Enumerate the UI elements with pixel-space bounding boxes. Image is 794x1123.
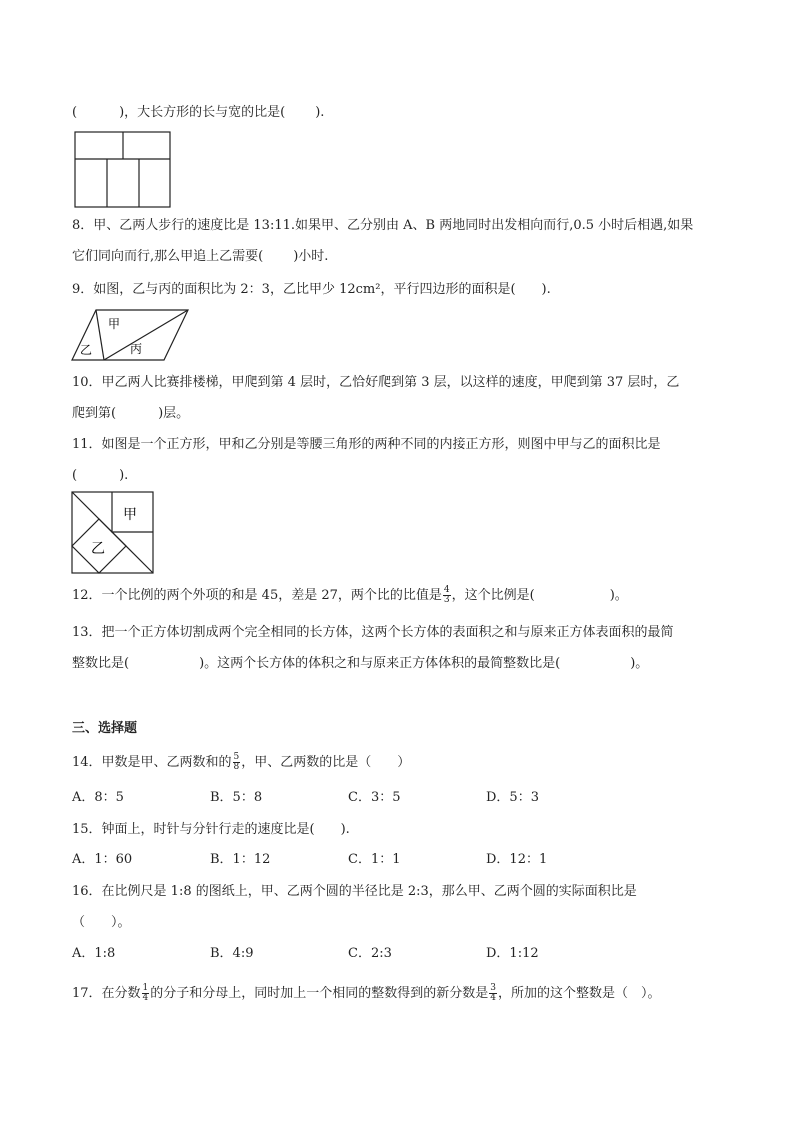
- q13-end: )。: [630, 656, 649, 671]
- q11-line2: [72, 468, 128, 484]
- q11-line1: 11．如图是一个正方形，甲和乙分别是等腰三角形的两种不同的内接正方形，则图中甲与乙的面积比是: [72, 437, 661, 452]
- label-jia: 甲: [108, 317, 121, 331]
- q12-end: )。: [609, 588, 628, 603]
- q10-line2: [72, 406, 189, 422]
- numerator: 5: [233, 752, 240, 762]
- q15-option-d[interactable]: D．12：1: [486, 852, 548, 867]
- q16-line1: 16．在比例尺是 1:8 的图纸上，甲、乙两个圆的半径比是 2:3，那么甲、乙两个圆的实际面积比是: [72, 884, 637, 899]
- label-yi: 乙: [91, 541, 105, 557]
- q9-text: 9．如图，乙与丙的面积比为 2：3，乙比甲少 12cm²，平行四边形的面积是(: [72, 282, 516, 297]
- q15-option-c[interactable]: C．1：1: [348, 852, 401, 867]
- q12-text: 12．一个比例的两个外项的和是 45，差是 27，两个比的比值是: [72, 588, 442, 603]
- figure-rectangles: [72, 131, 172, 209]
- q15-line: 15．钟面上，时针与分针行走的速度比是( ).: [72, 822, 350, 837]
- q9-end: ).: [541, 282, 551, 297]
- q15-option-a[interactable]: A．1：60: [72, 852, 133, 867]
- q14-option-b[interactable]: B．5：8: [210, 790, 263, 805]
- q17-text: 17．在分数: [72, 986, 141, 1001]
- fraction: [489, 984, 497, 1003]
- q8-line2: [72, 249, 328, 265]
- q13-line2: [72, 656, 648, 672]
- fraction: [233, 753, 241, 772]
- q9-line: [72, 282, 551, 298]
- section-title: 三、选择题: [72, 721, 138, 736]
- q10-text: 爬到第(: [72, 406, 117, 421]
- q17-end: ，所加的这个整数是（ ）。: [498, 986, 661, 1001]
- q11-end: ).: [119, 468, 129, 483]
- q8-end: )小时.: [293, 249, 329, 264]
- q16-option-b[interactable]: B．4:9: [210, 946, 254, 961]
- q17-line: [72, 984, 661, 1003]
- q14-option-c[interactable]: C．3：5: [348, 790, 401, 805]
- q8-line1: 8．甲、乙两人步行的速度比是 13:11.如果甲、乙分别由 A、B 两地同时出发相向而行,0.5 小时后相遇,如果: [72, 218, 694, 233]
- fraction: [443, 586, 451, 605]
- q16-option-c[interactable]: C．2:3: [348, 946, 392, 961]
- q16-line2: （ ）。: [72, 915, 131, 930]
- q15-option-b[interactable]: B．1：12: [210, 852, 271, 867]
- q14-option-a[interactable]: A．8：5: [72, 790, 124, 805]
- q12-text2: ，这个比例是(: [451, 588, 535, 603]
- fraction: [142, 984, 150, 1003]
- q8-text: 它们同向而行,那么甲追上乙需要(: [72, 249, 264, 264]
- label-jia: 甲: [123, 507, 137, 523]
- label-yi: 乙: [80, 343, 93, 357]
- q7-end: ).: [315, 105, 325, 120]
- q13-text2: )。这两个长方体的体积之和与原来正方体体积的最简整数比是(: [199, 656, 561, 671]
- figure-parallelogram: [70, 306, 190, 362]
- numerator: 1: [142, 983, 149, 993]
- q14-text: 14．甲数是甲、乙两数和的: [72, 755, 232, 770]
- q13-line1: 13．把一个正方体切割成两个完全相同的长方体，这两个长方体的表面积之和与原来正方体表面积的最简: [72, 625, 674, 640]
- q10-end: )层。: [158, 406, 190, 421]
- q7-pre: (: [72, 105, 78, 120]
- q7-text: )，大长方形的长与宽的比是(: [119, 105, 286, 120]
- denominator: 3: [443, 595, 450, 605]
- q13-text: 整数比是(: [72, 656, 130, 671]
- denominator: 4: [142, 993, 149, 1003]
- numerator: 3: [490, 983, 497, 993]
- denominator: 4: [490, 993, 497, 1003]
- q14-text2: ，甲、乙两数的比是（ ）: [241, 755, 411, 770]
- numerator: 4: [443, 585, 450, 595]
- q16-option-d[interactable]: D．1:12: [486, 946, 539, 961]
- denominator: 8: [233, 762, 240, 772]
- figure-square: [71, 491, 155, 575]
- q10-line1: 10．甲乙两人比赛排楼梯，甲爬到第 4 层时，乙恰好爬到第 3 层，以这样的速度，甲爬到第 37 层时，乙: [72, 375, 680, 390]
- q7-line: [72, 105, 324, 121]
- q16-option-a[interactable]: A．1:8: [72, 946, 116, 961]
- q14-line: [72, 753, 410, 772]
- q14-option-d[interactable]: D．5：3: [486, 790, 539, 805]
- label-bing: 丙: [130, 342, 143, 356]
- q11-pre: (: [72, 468, 78, 483]
- q17-text2: 的分子和分母上，同时加上一个相同的整数得到的新分数是: [150, 986, 489, 1001]
- q12-line: [72, 586, 628, 605]
